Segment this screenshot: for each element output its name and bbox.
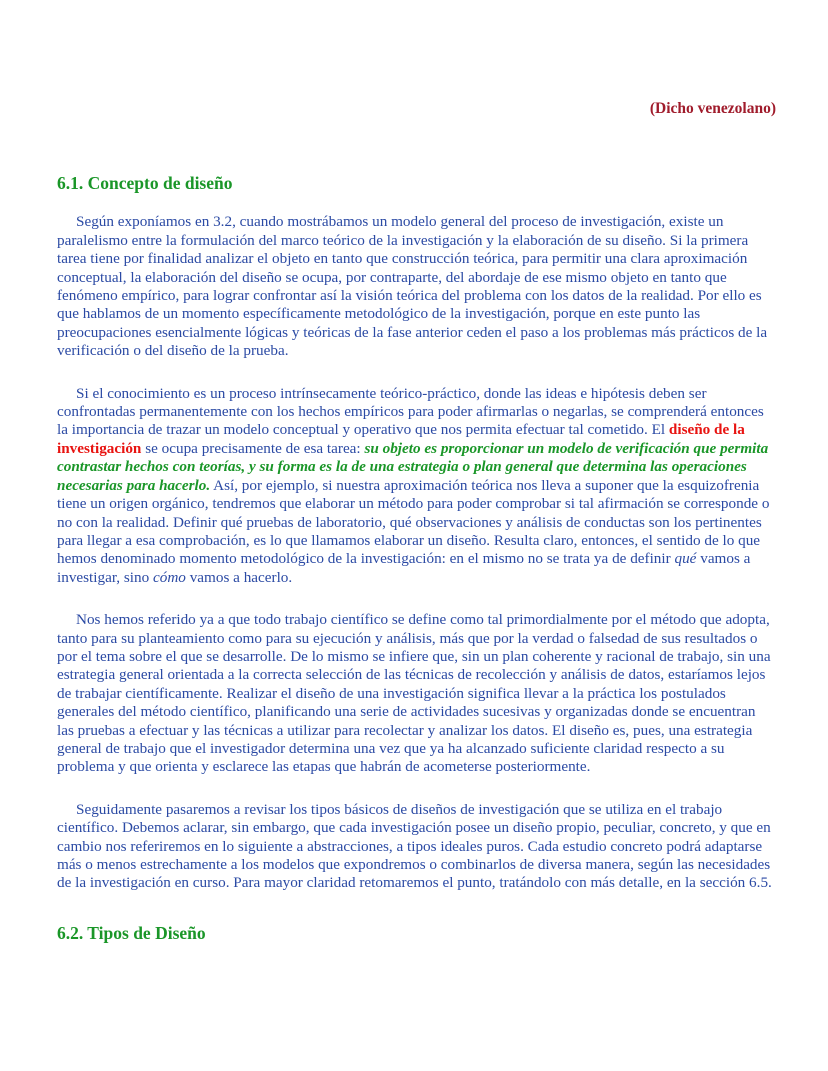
paragraph (57, 801, 776, 893)
body-text: Nos hemos referido ya a que todo trabajo científico se define como tal primordialmente por el método que adopta, tanto para su planteamiento como para su ejecución y análisis, más que por la verdad o falsedad de sus resultados o por el tema sobre el que se desarrolle. De lo mismo se infiere que, sin un plan coherente y racional de trabajo, sin una estrategia general orientada a la correcta selección de las técnicas de recolección y análisis de datos, estaríamos lejos de trabajar científicamente. Realizar el diseño de una investigación significa llevar a la práctica los postulados generales del método científico, planificando una serie de actividades sucesivas y organizadas donde se encuentran las pruebas a efectuar y las técnicas a utilizar para recolectar y analizar los datos. El diseño es, pues, una estrategia general de trabajo que el investigador determina una vez que ya ha alcanzado suficiente claridad respecto a su problema y que orienta y esclarece las etapas que habrán de acometerse posteriormente. (57, 611, 771, 776)
section-body (57, 213, 776, 892)
body-text: se ocupa precisamente de esa tarea: (141, 439, 365, 457)
body-text: vamos a investigar, sino (57, 550, 751, 586)
paragraph (57, 213, 776, 360)
green-bold-italic-text: su objeto es proporcionar un modelo de verificación que permita contrastar hechos con teorías, y su forma es la de una estrategia o plan general que determina las operaciones necesarias para hacerlo. (57, 439, 769, 494)
section-heading: 6.2. Tipos de Diseño (57, 922, 206, 943)
section-concepto-de-diseno (57, 173, 776, 892)
section-tipos-de-diseno (57, 923, 776, 944)
paragraph (57, 385, 776, 587)
body-text: Así, por ejemplo, si nuestra aproximación teórica nos lleva a suponer que la esquizofrenia tiene un origen orgánico, tendremos que elaborar un método para poder comprobar si tal afirmación se corresponde o no con la realidad. Definir qué pruebas de laboratorio, qué observaciones y análisis de conductas son los pertinentes para llegar a esa comprobación, es lo que llamamos elaborar un diseño. Resulta claro, entonces, el sentido de lo que hemos denominado momento metodológico de la investigación: en el mismo no se trata ya de definir (57, 476, 770, 568)
italic-text: cómo (153, 568, 186, 586)
body-text: Según exponíamos en 3.2, cuando mostrábamos un modelo general del proceso de investigación, existe un paralelismo entre la formulación del marco teórico de la investigación y la elaboración de su diseño. Si la primera tarea tiene por finalidad analizar el objeto en tanto que construcción teórica, para permitir una clara aproximación conceptual, la elaboración del diseño se ocupa, por contraparte, del abordaje de ese mismo objeto en tanto que fenómeno empírico, para lograr confrontar así la visión teórica del problema con los datos de la realidad. Por ello es que hablamos de un momento específicamente metodológico de la investigación, porque en este punto las preocupaciones esencialmente lógicas y teóricas de la fase anterior ceden el paso a los problemas más prácticos de la verificación o del diseño de la prueba. (57, 213, 768, 360)
italic-text: qué (674, 550, 697, 568)
body-text: Seguidamente pasaremos a revisar los tipos básicos de diseños de investigación que se utiliza en el trabajo científico. Debemos aclarar, sin embargo, que cada investigación posee un diseño propio, peculiar, concreto, y que en cambio nos referiremos en lo siguiente a abstracciones, a tipos ideales puros. Cada estudio concreto podrá adaptarse más o menos estrechamente a los modelos que expondremos o combinarlos de diversa manera, según las necesidades de la investigación en curso. Para mayor claridad retomaremos el punto, tratándolo con más detalle, en la sección 6.5. (57, 800, 772, 892)
body-text: Si el conocimiento es un proceso intrínsecamente teórico-práctico, donde las ideas e hipótesis deben ser confrontadas permanentemente con los hechos empíricos para poder afirmarlas o negarlas, se comprenderá entonces la importancia de trazar un modelo conceptual y operativo que nos permita efectuar tal cometido. El (57, 384, 764, 439)
section-heading: 6.1. Concepto de diseño (57, 173, 233, 194)
attribution-line: (Dicho venezolano) (649, 100, 776, 117)
body-text: vamos a hacerlo. (185, 568, 293, 586)
paragraph (57, 611, 776, 777)
red-bold-text: diseño de la investigación (57, 421, 745, 457)
